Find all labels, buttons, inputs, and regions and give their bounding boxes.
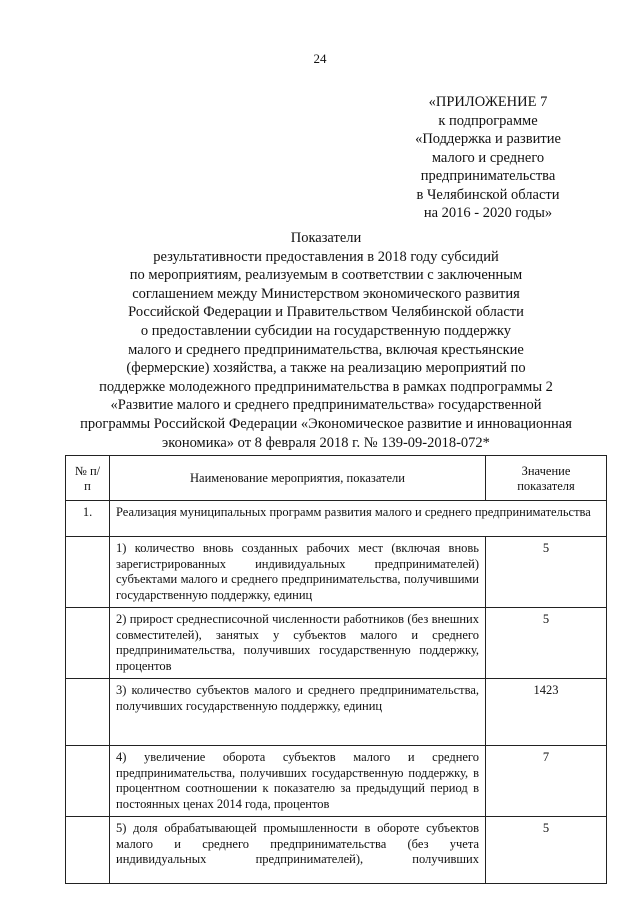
header-num: № п/п: [66, 456, 110, 501]
row-number-empty: [66, 746, 110, 817]
indicators-table: [65, 455, 607, 884]
indicator-value: 7: [486, 746, 607, 817]
title-line: экономика» от 8 февраля 2018 г. № 139-09-2018-072*: [162, 434, 490, 451]
title-line: поддержке молодежного предпринимательства в рамках подпрограммы 2: [99, 378, 553, 395]
indicator-name: 5) доля обрабатывающей промышленности в обороте субъектов малого и среднего предпринимательства (без учета индивидуальных предпринимателей), получивших: [110, 817, 486, 884]
title-line: программы Российской Федерации «Экономическое развитие и инновационная: [80, 415, 572, 432]
title-line: Российской Федерации и Правительством Челябинской области: [128, 304, 524, 321]
row-number-empty: [66, 537, 110, 608]
table-row: [66, 817, 607, 884]
table-header-row: [66, 456, 607, 501]
table-row: [66, 679, 607, 746]
appendix-line: предпринимательства: [420, 168, 556, 184]
title-line: результативности предоставления в 2018 году субсидий: [153, 248, 499, 265]
title-line: по мероприятиям, реализуемым в соответствии с заключенным: [129, 267, 523, 284]
title-line: (фермерские) хозяйства, а также на реализацию мероприятий по: [126, 360, 526, 377]
row-number-empty: [66, 608, 110, 679]
indicator-name: 2) прирост среднесписочной численности работников (без внешних совместителей), занятых у субъектов малого и среднего предпринимательства, получивших государственную поддержку, процентов: [110, 608, 486, 679]
row-number: 1.: [66, 501, 110, 537]
appendix-line: «Поддержка и развитие: [415, 131, 561, 147]
appendix-line: малого и среднего: [431, 149, 545, 166]
table-row: [66, 537, 607, 608]
header-name: Наименование мероприятия, показатели: [110, 456, 486, 501]
indicator-name: 3) количество субъектов малого и среднего предпринимательства, получивших государственную поддержку, единиц: [110, 679, 486, 746]
appendix-line: «ПРИЛОЖЕНИЕ 7: [428, 94, 548, 110]
activity-name: Реализация муниципальных программ развития малого и среднего предпринимательства: [110, 501, 607, 537]
row-number-empty: [66, 817, 110, 884]
page-number: 24: [313, 51, 327, 66]
title-line: Показатели: [290, 230, 362, 246]
document-title: [60, 229, 592, 452]
indicator-value: 5: [486, 608, 607, 679]
appendix-heading: [388, 93, 588, 223]
header-value: Значение показателя: [486, 456, 607, 501]
table-row: [66, 501, 607, 537]
table-row: [66, 608, 607, 679]
table-row: [66, 746, 607, 817]
appendix-line: к подпрограмме: [438, 112, 538, 129]
indicator-value: 5: [486, 817, 607, 884]
row-number-empty: [66, 679, 110, 746]
title-line: соглашением между Министерством экономического развития: [132, 285, 520, 302]
indicator-value: 1423: [486, 679, 607, 746]
indicator-name: 4) увеличение оборота субъектов малого и среднего предпринимательства, получивших государственную поддержку, в процентном соотношении к показателю за предыдущий период в постоянных ценах 2014 года, процентов: [110, 746, 486, 817]
indicator-name: 1) количество вновь созданных рабочих мест (включая вновь зарегистрированных индивидуальных предпринимателей) субъектами малого и среднего предпринимательства, получившими государственную поддержку, единиц: [110, 537, 486, 608]
appendix-line: в Челябинской области: [416, 186, 560, 203]
indicator-value: 5: [486, 537, 607, 608]
title-line: «Развитие малого и среднего предпринимательства» государственной: [110, 397, 542, 414]
title-line: о предоставлении субсидии на государственную поддержку: [140, 322, 512, 339]
title-line: малого и среднего предпринимательства, включая крестьянские: [128, 341, 524, 358]
appendix-line: на 2016 - 2020 годы»: [423, 205, 553, 221]
